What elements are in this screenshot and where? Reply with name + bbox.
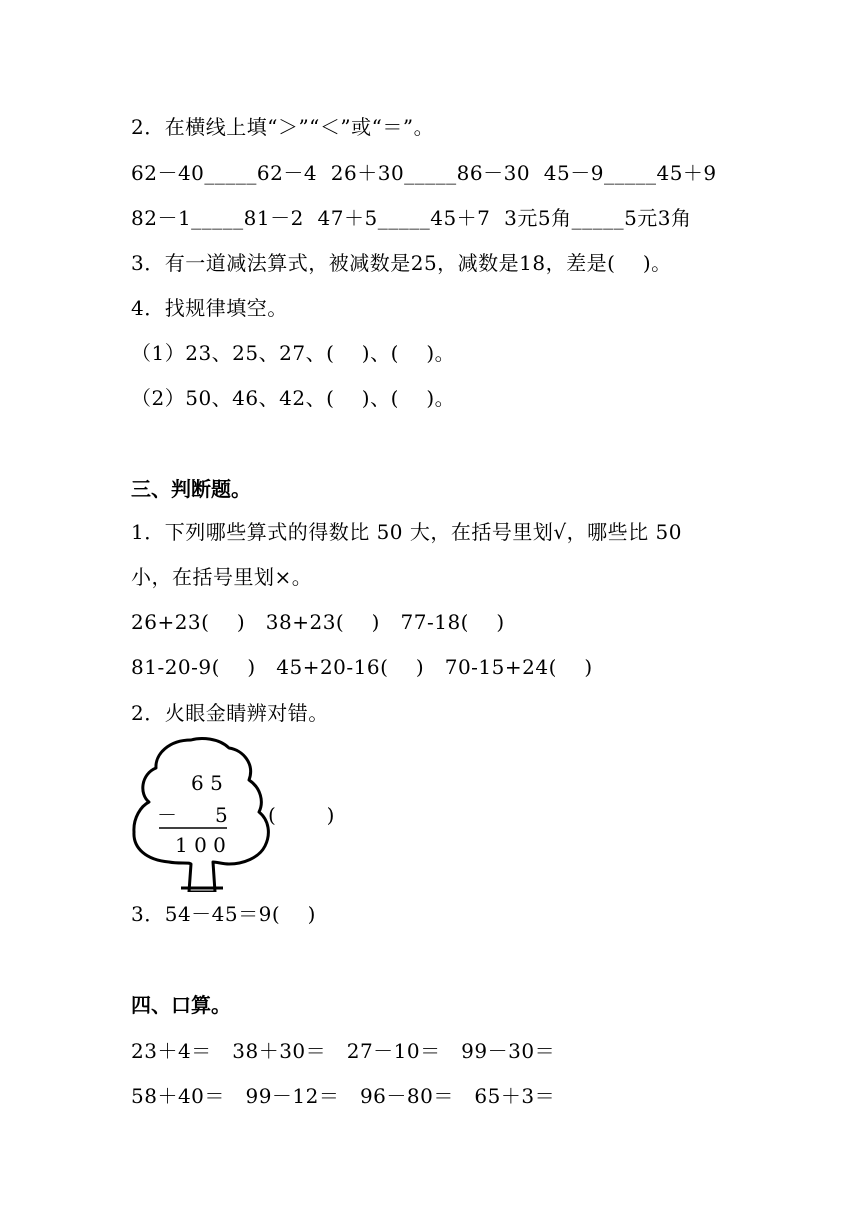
q2-row-1: 62－40_____62－4 26＋30_____86－30 45－9_____45＋9 (131, 161, 717, 185)
tree-illustration (131, 736, 271, 892)
calc-second: 5 (215, 803, 228, 827)
calc-result: 1 0 0 (175, 833, 226, 857)
tree-outline (134, 739, 268, 892)
section-4-heading: 四、口算。 (131, 993, 231, 1017)
tree-answer-bracket: ( ) (268, 803, 335, 827)
oral-row-1: 23＋4＝ 38＋30＝ 27－10＝ 99－30＝ (131, 1039, 556, 1063)
q3-question: 3．有一道减法算式，被减数是25，减数是18，差是( )。 (131, 251, 672, 275)
q2-row-2: 82－1_____81－2 47＋5_____45＋7 3元5角_____5元3角 (131, 206, 692, 230)
section-3-heading: 三、判断题。 (131, 477, 251, 501)
judge-q1-row-1: 26+23( ) 38+23( ) 77-18( ) (131, 610, 505, 634)
judge-q1-line-2: 小，在括号里划×。 (131, 565, 313, 589)
q4-item-1: （1）23、25、27、( )、( )。 (131, 341, 456, 365)
judge-q1-row-2: 81-20-9( ) 45+20-16( ) 70-15+24( ) (131, 655, 593, 679)
judge-q1-line-1: 1．下列哪些算式的得数比 50 大，在括号里划√，哪些比 50 (131, 520, 682, 544)
q2-title: 2．在横线上填“＞”“＜”或“＝”。 (131, 115, 435, 139)
calc-top: 6 5 (191, 771, 223, 795)
judge-q2-title: 2．火眼金睛辨对错。 (131, 701, 329, 725)
q4-title: 4．找规律填空。 (131, 296, 288, 320)
calc-operator: － (157, 803, 177, 827)
oral-row-2: 58＋40＝ 99－12＝ 96－80＝ 65＋3＝ (131, 1084, 556, 1108)
judge-q3: 3．54－45＝9( ) (131, 902, 316, 926)
q4-item-2: （2）50、46、42、( )、( )。 (131, 386, 456, 410)
